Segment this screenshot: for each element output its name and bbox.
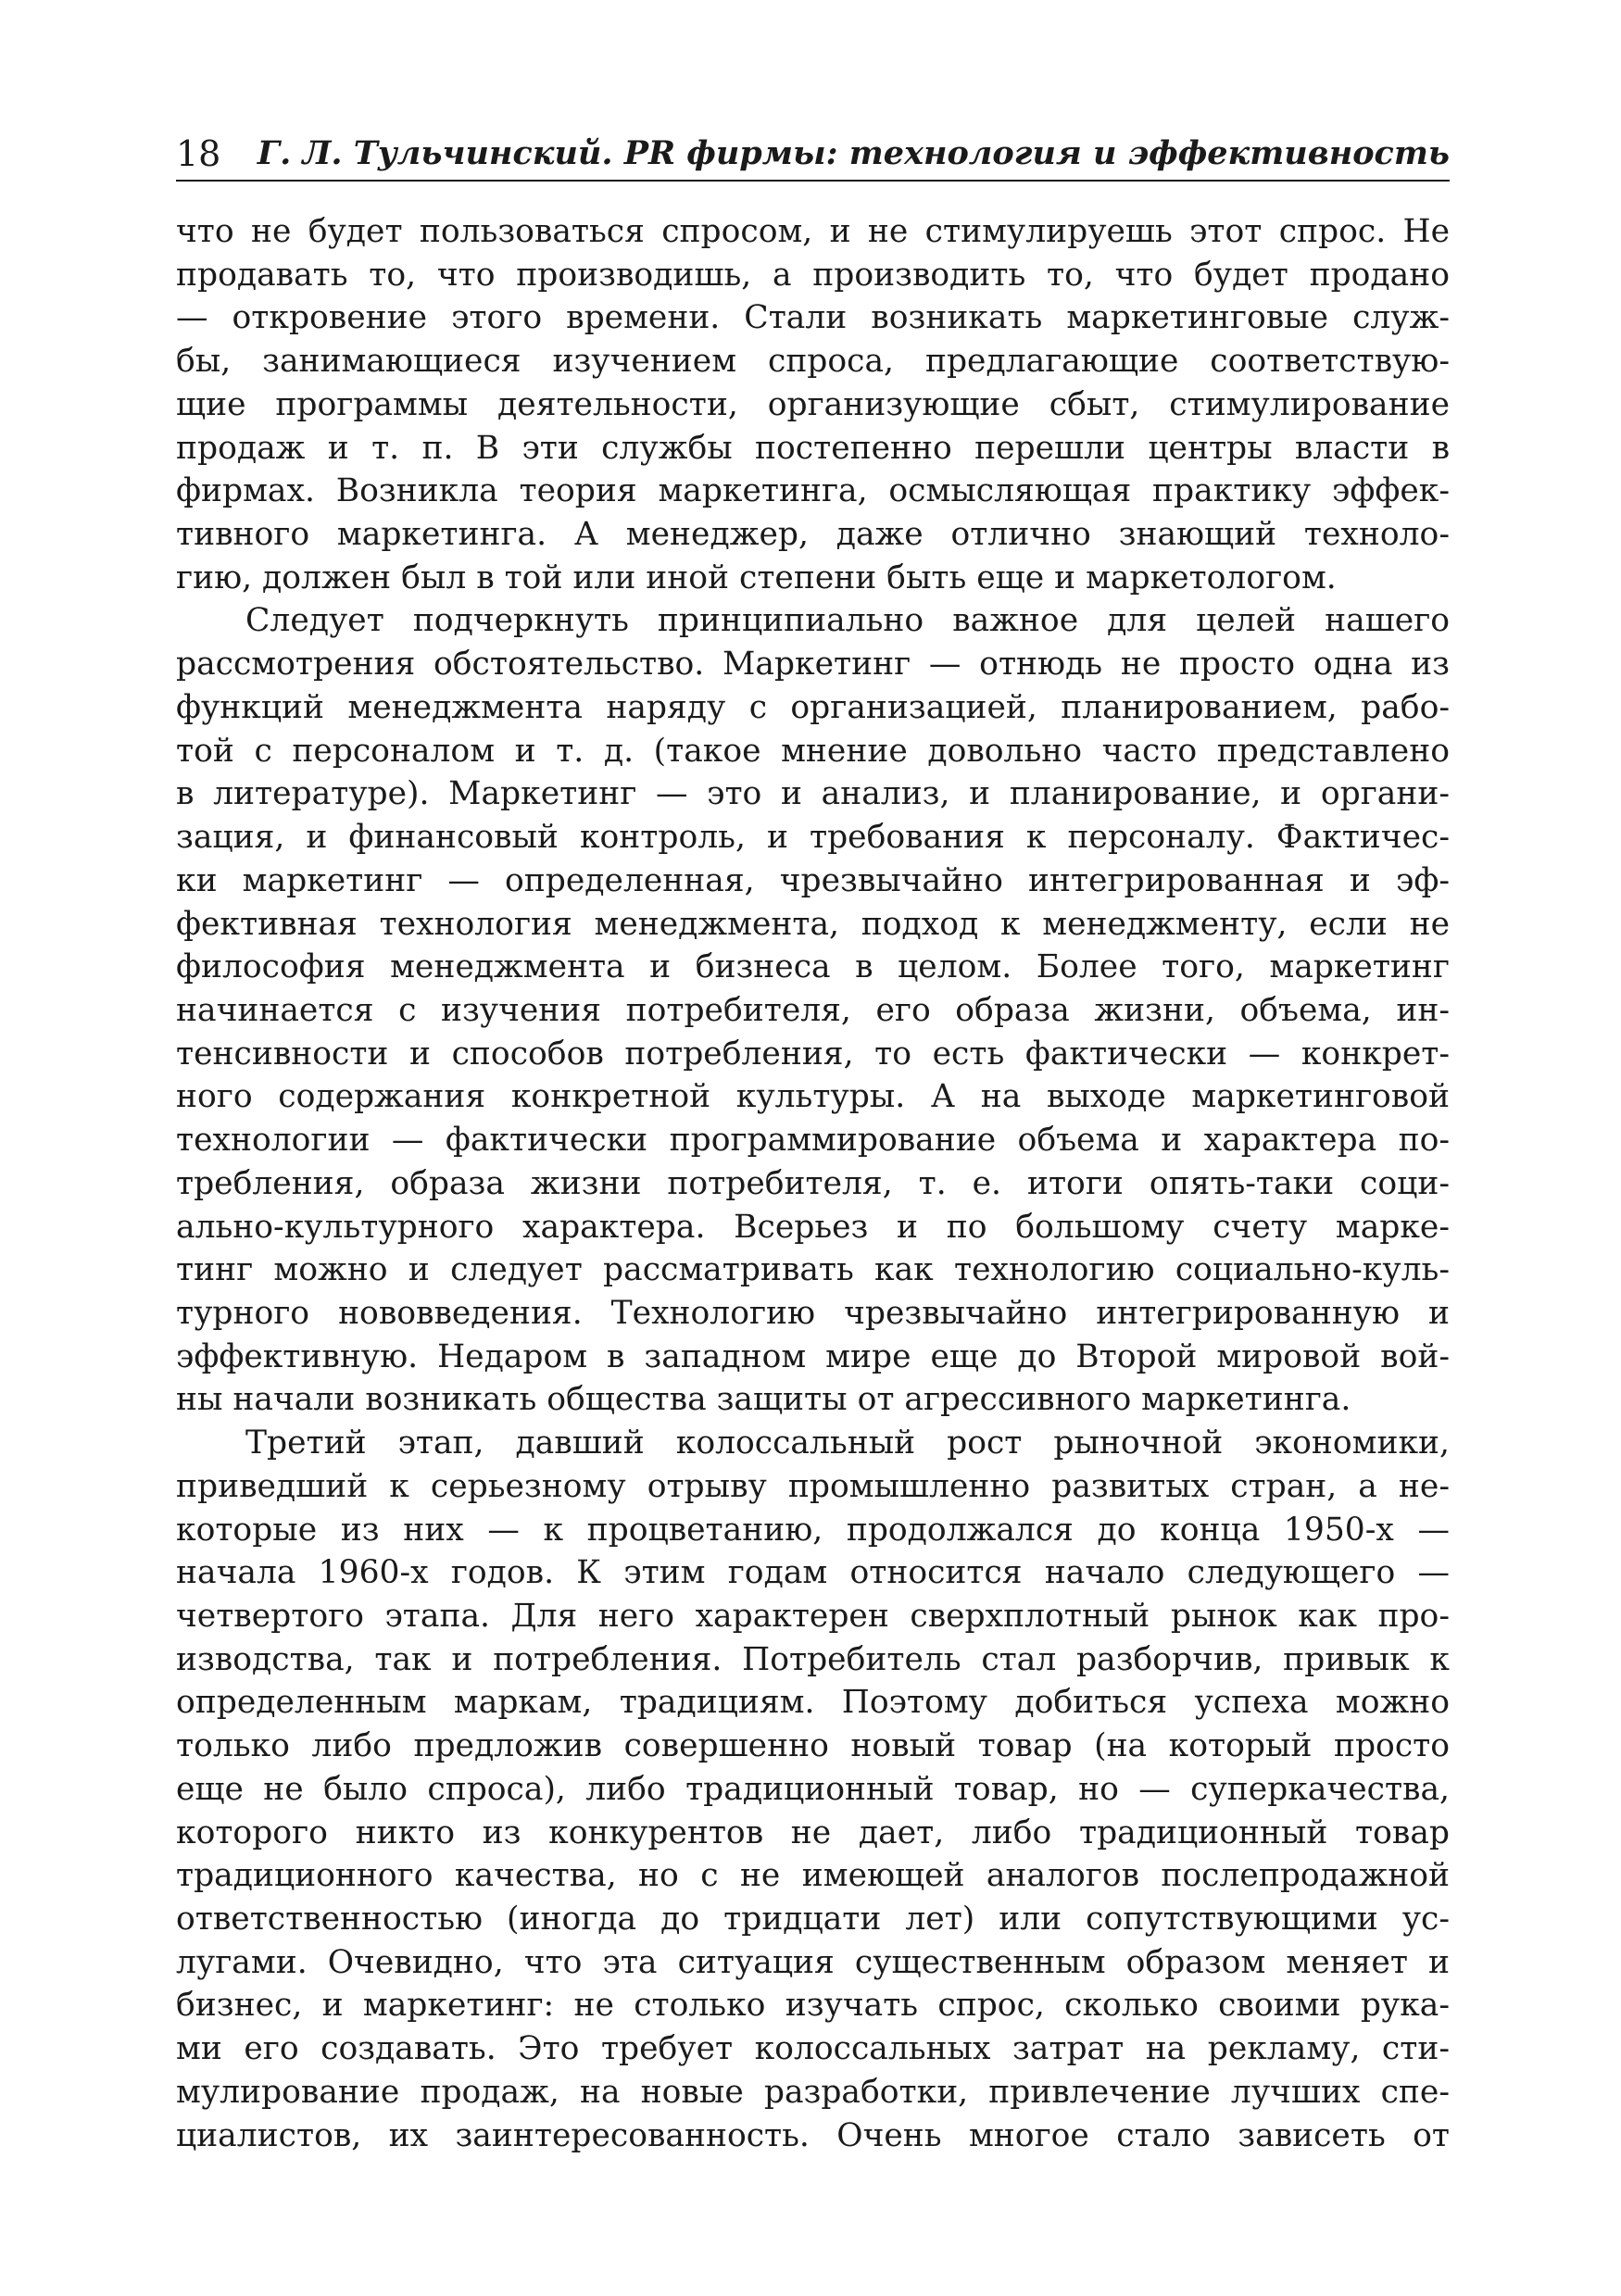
text-line: лугами. Очевидно, что эта ситуация существенным образом меняет и — [176, 1943, 1450, 1981]
text-line: тинг можно и следует рассматривать как технологию социально-куль- — [176, 1251, 1450, 1289]
page-number: 18 — [176, 133, 221, 174]
text-line: требления, образа жизни потребителя, т. е. итоги опять-таки соци- — [176, 1164, 1450, 1202]
text-line: традиционного качества, но с не имеющей аналогов послепродажной — [176, 1857, 1450, 1895]
text-line: — откровение этого времени. Стали возникать маркетинговые служ- — [176, 299, 1450, 337]
text-line: определенным маркам, традициям. Поэтому добиться успеха можно — [176, 1684, 1450, 1722]
text-line: изводства, так и потребления. Потребитель стал разборчив, привык к — [176, 1640, 1450, 1678]
text-line: рассмотрения обстоятельство. Маркетинг — отнюдь не просто одна из — [176, 646, 1450, 684]
body-text — [176, 210, 1450, 2157]
running-head — [176, 128, 1450, 182]
text-line: ми его создавать. Это требует колоссальных затрат на рекламу, сти- — [176, 2030, 1450, 2068]
text-line: еще не было спроса), либо традиционный товар, но — суперкачества, — [176, 1770, 1450, 1808]
text-line: ально-культурного характера. Всерьез и по большому счету марке- — [176, 1208, 1450, 1246]
running-title: Г. Л. Тульчинский. PR фирмы: технология и эффективность — [257, 134, 1450, 172]
text-line: тенсивности и способов потребления, то есть фактически — конкрет- — [176, 1035, 1450, 1073]
text-line: ки маркетинг — определенная, чрезвычайно интегрированная и эф- — [176, 861, 1450, 899]
text-line: технологии — фактически программирование объема и характера по- — [176, 1122, 1450, 1160]
text-line: приведший к серьезному отрыву промышленно развитых стран, а не- — [176, 1467, 1450, 1505]
text-line: философия менеджмента и бизнеса в целом. Более того, маркетинг — [176, 948, 1450, 986]
text-line: щие программы деятельности, организующие сбыт, стимулирование — [176, 385, 1450, 423]
text-line: четвертого этапа. Для него характерен сверхплотный рынок как про- — [176, 1598, 1450, 1635]
text-line: турного нововведения. Технологию чрезвычайно интегрированную и — [176, 1294, 1450, 1332]
text-line: которого никто из конкурентов не дает, либо традиционный товар — [176, 1813, 1450, 1851]
text-line: зация, и финансовый контроль, и требования к персоналу. Фактичес- — [176, 819, 1450, 857]
text-line: той с персоналом и т. д. (такое мнение довольно часто представлено — [176, 732, 1450, 770]
text-line: тивного маркетинга. А менеджер, даже отлично знающий техноло- — [176, 516, 1450, 554]
text-line: ответственностью (иногда до тридцати лет) или сопутствующими ус- — [176, 1901, 1450, 1938]
text-line: только либо предложив совершенно новый товар (на который просто — [176, 1727, 1450, 1765]
text-line: ны начали возникать общества защиты от агрессивного маркетинга. — [176, 1381, 1351, 1419]
text-line: ного содержания конкретной культуры. А на выходе маркетинговой — [176, 1078, 1450, 1116]
paragraph — [176, 599, 1450, 1422]
text-line: которые из них — к процветанию, продолжался до конца 1950-х — — [176, 1511, 1450, 1549]
text-line: бы, занимающиеся изучением спроса, предлагающие соответствую- — [176, 343, 1450, 381]
text-line: Следует подчеркнуть принципиально важное для целей нашего — [245, 602, 1450, 640]
text-line: функций менеджмента наряду с организацией, планированием, рабо- — [176, 688, 1450, 726]
text-line: циалистов, их заинтересованность. Очень многое стало зависеть от — [176, 2116, 1450, 2154]
text-line: что не будет пользоваться спросом, и не стимулируешь этот спрос. Не — [176, 213, 1450, 250]
text-line: продаж и т. п. В эти службы постепенно перешли центры власти в — [176, 429, 1450, 467]
text-line: фирмах. Возникла теория маркетинга, осмысляющая практику эффек- — [176, 472, 1450, 510]
text-line: гию, должен был в той или иной степени быть еще и маркетологом. — [176, 558, 1337, 596]
text-line: начала 1960-х годов. К этим годам относится начало следующего — — [176, 1554, 1450, 1592]
text-line: Третий этап, давший колоссальный рост рыночной экономики, — [245, 1424, 1450, 1462]
text-line: продавать то, что производишь, а производить то, что будет продано — [176, 256, 1450, 294]
text-line: эффективную. Недаром в западном мире еще до Второй мировой вой- — [176, 1337, 1450, 1375]
text-line: мулирование продаж, на новые разработки, привлечение лучших спе- — [176, 2073, 1450, 2111]
text-line: в литературе). Маркетинг — это и анализ, и планирование, и органи- — [176, 775, 1450, 813]
text-line: фективная технология менеджмента, подход к менеджменту, если не — [176, 905, 1450, 943]
text-line: бизнес, и маркетинг: не столько изучать спрос, сколько своими рука- — [176, 1987, 1450, 2025]
paragraph — [176, 1422, 1450, 2157]
paragraph — [176, 210, 1450, 599]
text-line: начинается с изучения потребителя, его образа жизни, объема, ин- — [176, 991, 1450, 1029]
